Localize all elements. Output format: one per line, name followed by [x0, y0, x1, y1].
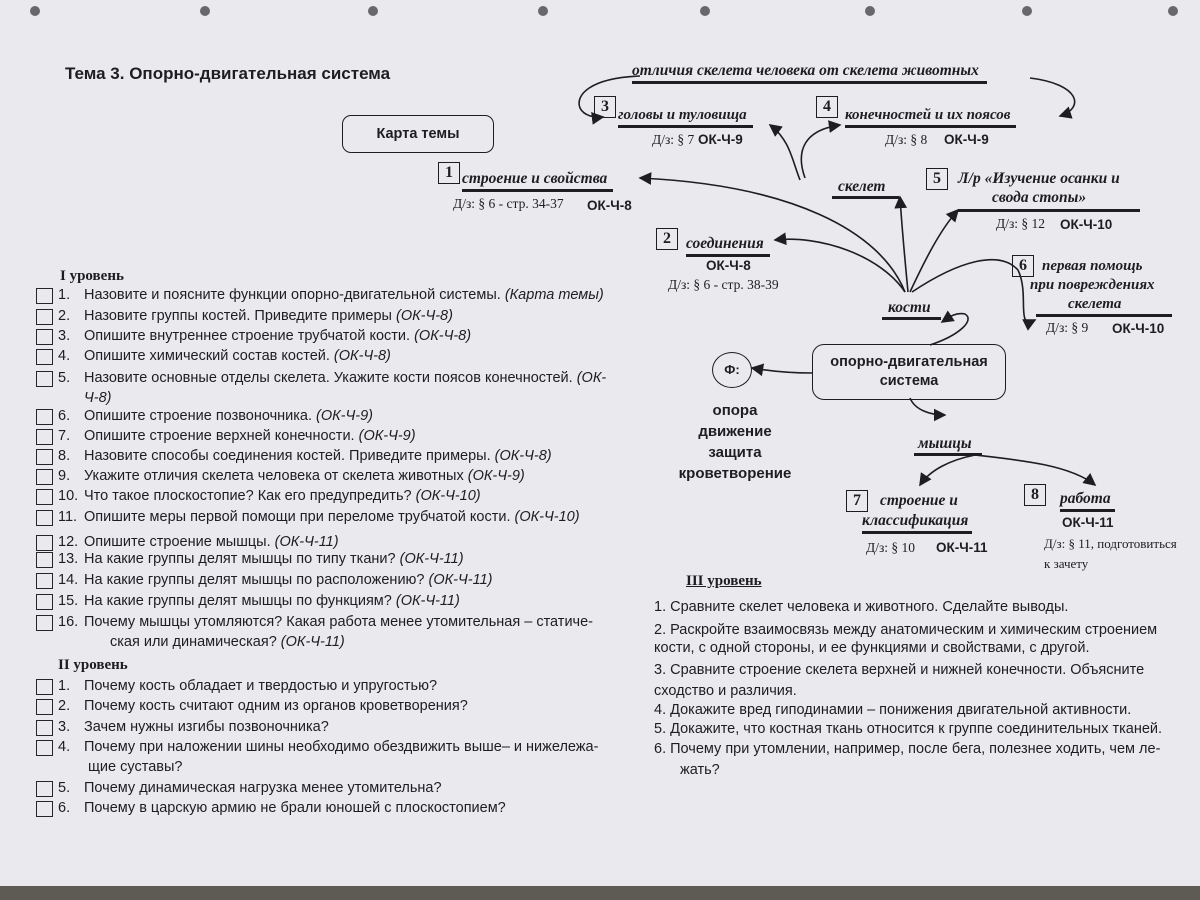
level3-heading: III уровень [686, 573, 762, 589]
question-continuation: щие суставы? [88, 759, 183, 775]
node-7-code: ОК-Ч-11 [936, 540, 988, 555]
level1-question [58, 287, 604, 303]
question-number: 4. [58, 348, 71, 364]
level1-question [58, 534, 339, 550]
question-checkbox[interactable] [36, 469, 53, 485]
level3-line: 4. Докажите вред гиподинамии – понижения двигательной активности. [654, 702, 1132, 718]
arrow-banner-to-n4 [1030, 78, 1075, 116]
question-checkbox[interactable] [36, 720, 53, 736]
question-text: Опишите строение верхней конечности. [84, 428, 359, 444]
question-checkbox[interactable] [36, 309, 53, 325]
node-8-homework-line2: к зачету [1044, 556, 1089, 571]
question-number: 12. [58, 534, 79, 550]
level3-line: кости, с одной стороны, и ее функциями и свойствами, с другой. [654, 640, 1090, 656]
node-6-homework: Д/з: § 9 [1046, 320, 1089, 335]
question-text: Назовите группы костей. Приведите примеры [84, 308, 396, 324]
level2-question [58, 739, 598, 755]
arrow-bones-to-skeleton [900, 197, 908, 292]
question-reference: (ОК-Ч-8) [414, 328, 472, 344]
question-checkbox[interactable] [36, 699, 53, 715]
question-continuation [110, 634, 345, 650]
arrow-skeleton-to-n4 [801, 125, 840, 178]
question-continuation-text: ская или динамическая? [110, 634, 281, 650]
level1-question [58, 328, 471, 344]
node-4-homework: Д/з: § 8 [885, 132, 928, 147]
question-checkbox[interactable] [36, 801, 53, 817]
question-number: 3. [58, 719, 71, 735]
question-number: 2. [58, 308, 71, 324]
question-number: 6. [58, 408, 71, 424]
bones-label: кости [882, 299, 941, 320]
question-number: 3. [58, 328, 71, 344]
arrow-system-to-muscles [910, 398, 945, 415]
level1-question [58, 370, 606, 386]
node-8-homework-line1: Д/з: § 11, подготовиться [1044, 536, 1177, 551]
question-number: 5. [58, 370, 71, 386]
question-text: Назовите основные отделы скелета. Укажите кости поясов конечностей. [84, 370, 577, 386]
question-reference: (ОК-Ч-11) [395, 593, 460, 609]
level3-line: сходство и различия. [654, 683, 797, 699]
node-8-code: ОК-Ч-11 [1062, 515, 1114, 530]
node-7-line2: классификация [862, 512, 972, 534]
node-number-5: 5 [926, 168, 948, 190]
question-number: 4. [58, 739, 71, 755]
question-reference: (ОК-Ч-11) [274, 534, 339, 550]
node-number-8: 8 [1024, 484, 1046, 506]
question-reference: (ОК- [576, 370, 607, 386]
node-3-title: головы и туловища [618, 107, 753, 128]
skeleton-label: скелет [832, 178, 899, 199]
arrow-bones-to-n5 [910, 210, 958, 292]
level1-question [58, 614, 593, 630]
question-number: 2. [58, 698, 71, 714]
question-reference: (Карта темы) [504, 287, 604, 303]
question-reference: (ОК-Ч-11) [399, 551, 464, 567]
question-reference: (ОК-Ч-8) [395, 308, 453, 324]
question-text: Назовите и поясните функции опорно-двигательной системы. [84, 287, 505, 303]
level3-line: 3. Сравните строение скелета верхней и нижней конечности. Объясните [654, 662, 1145, 678]
level1-question [58, 593, 460, 609]
level2-question [58, 719, 329, 735]
node-5-homework: Д/з: § 12 [996, 216, 1046, 231]
level1-question [58, 488, 481, 504]
question-number: 8. [58, 448, 71, 464]
arrow-bones-to-n2 [775, 239, 905, 292]
map-card-box [342, 115, 494, 153]
banner-differences: отличия скелета человека от скелета животных [632, 62, 987, 84]
question-number: 10. [58, 488, 79, 504]
question-reference: (ОК-Ч-10) [415, 488, 481, 504]
level2-question [58, 698, 468, 714]
question-number: 5. [58, 780, 71, 796]
node-number-1: 1 [438, 162, 460, 184]
node-5-title-line2: свода стопы» [992, 189, 1087, 206]
functions-list [670, 400, 800, 484]
node-5-underline [958, 209, 1140, 212]
question-text: Почему в царскую армию не брали юношей с плоскостопием? [84, 800, 506, 816]
question-text: Опишите внутреннее строение трубчатой кости. [84, 328, 415, 344]
question-checkbox[interactable] [36, 535, 53, 551]
question-text: На какие группы делят мышцы по расположению? [84, 572, 429, 588]
question-text: Почему мышцы утомляются? Какая работа менее утомительная – статиче- [84, 614, 593, 630]
level3-line: жать? [680, 762, 720, 778]
level1-question [58, 408, 373, 424]
node-1-code: ОК-Ч-8 [587, 198, 632, 213]
question-number: 15. [58, 593, 79, 609]
node-6-line3: скелета [1068, 296, 1122, 312]
question-checkbox[interactable] [36, 573, 53, 589]
level3-line: 2. Раскройте взаимосвязь между анатомическим и химическим строением [654, 622, 1158, 638]
question-reference: (ОК-Ч-11) [428, 572, 493, 588]
question-reference: (ОК-Ч-9) [316, 408, 373, 424]
question-text: Опишите меры первой помощи при переломе трубчатой кости. [84, 509, 515, 525]
node-5-title-line1: Л/р «Изучение осанки и [958, 170, 1120, 187]
node-4-title: конечностей и их поясов [845, 107, 1016, 128]
level3-line: 6. Почему при утомлении, например, после бега, полезнее ходить, чем ле- [654, 741, 1161, 757]
question-checkbox[interactable] [36, 429, 53, 445]
function-hematopoiesis: кроветворение [678, 465, 792, 482]
node-2-code: ОК-Ч-8 [706, 258, 751, 273]
question-checkbox[interactable] [36, 510, 53, 526]
node-6-line2: при повреждениях [1030, 277, 1155, 293]
node-6-line1: первая помощь [1042, 258, 1143, 274]
node-1-homework: Д/з: § 6 - стр. 34-37 [453, 196, 564, 211]
question-text: Почему динамическая нагрузка менее утомительна? [84, 780, 442, 796]
question-text: Почему при наложении шины необходимо обездвижить выше– и нижележа- [84, 739, 599, 755]
node-1-title: строение и свойства [462, 170, 613, 192]
question-number: 13. [58, 551, 79, 567]
level1-question [58, 572, 492, 588]
question-checkbox[interactable] [36, 489, 53, 505]
question-reference: (ОК-Ч-10) [514, 509, 580, 525]
center-system-box [812, 344, 1006, 400]
question-number: 16. [58, 614, 79, 630]
question-checkbox[interactable] [36, 371, 53, 387]
node-number-3: 3 [594, 96, 616, 118]
question-reference: (ОК-Ч-8) [494, 448, 552, 464]
question-number: 7. [58, 428, 71, 444]
node-5-code: ОК-Ч-10 [1060, 217, 1113, 232]
question-text: Почему кость обладает и твердостью и упругостью? [84, 678, 438, 694]
question-number: 1. [58, 287, 71, 303]
question-text: Почему кость считают одним из органов кроветворения? [84, 698, 468, 714]
question-reference: (ОК-Ч-9) [358, 428, 416, 444]
level1-question [58, 509, 580, 525]
function-circle [712, 352, 752, 388]
level1-heading: I уровень [60, 268, 124, 284]
question-checkbox[interactable] [36, 594, 53, 610]
question-checkbox[interactable] [36, 329, 53, 345]
level3-line: 5. Докажите, что костная ткань относится к группе соединительных тканей. [654, 721, 1163, 737]
level1-question [58, 348, 391, 364]
question-checkbox[interactable] [36, 679, 53, 695]
question-checkbox[interactable] [36, 449, 53, 465]
question-text: На какие группы делят мышцы по функциям? [84, 593, 396, 609]
question-checkbox[interactable] [36, 409, 53, 425]
node-number-7: 7 [846, 490, 868, 512]
question-text: Опишите химический состав костей. [84, 348, 334, 364]
arrow-skeleton-to-n3 [770, 125, 800, 180]
function-protection: защита [708, 444, 762, 461]
node-number-6: 6 [1012, 255, 1034, 277]
level3-line: 1. Сравните скелет человека и животного. Сделайте выводы. [654, 599, 1069, 615]
question-checkbox[interactable] [36, 615, 53, 631]
question-checkbox[interactable] [36, 288, 53, 304]
question-reference: (ОК-Ч-11) [280, 634, 345, 650]
node-6-underline [1036, 314, 1172, 317]
node-number-4: 4 [816, 96, 838, 118]
question-text: Укажите отличия скелета человека от скелета животных [84, 468, 468, 484]
level1-question [58, 428, 416, 444]
question-number: 14. [58, 572, 79, 588]
level1-question [58, 308, 453, 324]
question-reference: (ОК-Ч-9) [467, 468, 525, 484]
level1-question [58, 468, 525, 484]
node-3-code: ОК-Ч-9 [698, 132, 743, 147]
topic-title: Тема 3. Опорно-двигательная система [65, 64, 391, 83]
arrow-system-to-func [752, 368, 812, 373]
question-continuation [84, 390, 112, 406]
node-2-homework: Д/з: § 6 - стр. 38-39 [668, 277, 779, 292]
level2-heading: II уровень [58, 657, 128, 673]
question-checkbox[interactable] [36, 552, 53, 568]
center-line2: система [879, 373, 939, 389]
question-text: Опишите строение позвоночника. [84, 408, 317, 424]
question-number: 1. [58, 678, 71, 694]
question-text: Назовите способы соединения костей. Приведите примеры. [84, 448, 495, 464]
question-number: 11. [58, 509, 78, 525]
level2-question [58, 780, 442, 796]
node-8-title: работа [1060, 490, 1115, 512]
function-symbol: Ф: [724, 362, 740, 377]
question-text: Опишите строение мышцы. [84, 534, 275, 550]
question-reference: (ОК-Ч-8) [333, 348, 391, 364]
arrow-muscles-to-n8 [975, 455, 1095, 485]
question-text: На какие группы делят мышцы по типу ткани? [84, 551, 400, 567]
node-3-homework: Д/з: § 7 [652, 132, 695, 147]
node-number-2: 2 [656, 228, 678, 250]
node-7-homework: Д/з: § 10 [866, 540, 916, 555]
map-card-label: Карта темы [376, 126, 460, 142]
question-text: Зачем нужны изгибы позвоночника? [84, 719, 329, 735]
level2-question [58, 678, 437, 694]
level1-question [58, 551, 464, 567]
node-4-code: ОК-Ч-9 [944, 132, 989, 147]
function-support: опора [712, 402, 758, 419]
function-movement: движение [698, 423, 772, 440]
arrow-muscles-to-n7 [920, 455, 975, 485]
muscles-label: мышцы [914, 435, 982, 456]
level1-question [58, 448, 552, 464]
question-checkbox[interactable] [36, 781, 53, 797]
question-number: 6. [58, 800, 71, 816]
center-line1: опорно-двигательная [830, 354, 988, 370]
node-6-code: ОК-Ч-10 [1112, 321, 1165, 336]
question-checkbox[interactable] [36, 349, 53, 365]
level2-question [58, 800, 506, 816]
question-continuation-text: Ч-8) [84, 390, 112, 406]
question-number: 9. [58, 468, 71, 484]
question-text: Что такое плоскостопие? Как его предупредить? [84, 488, 416, 504]
question-checkbox[interactable] [36, 740, 53, 756]
node-7-line1: строение и [880, 492, 958, 509]
node-2-title: соединения [686, 235, 770, 257]
